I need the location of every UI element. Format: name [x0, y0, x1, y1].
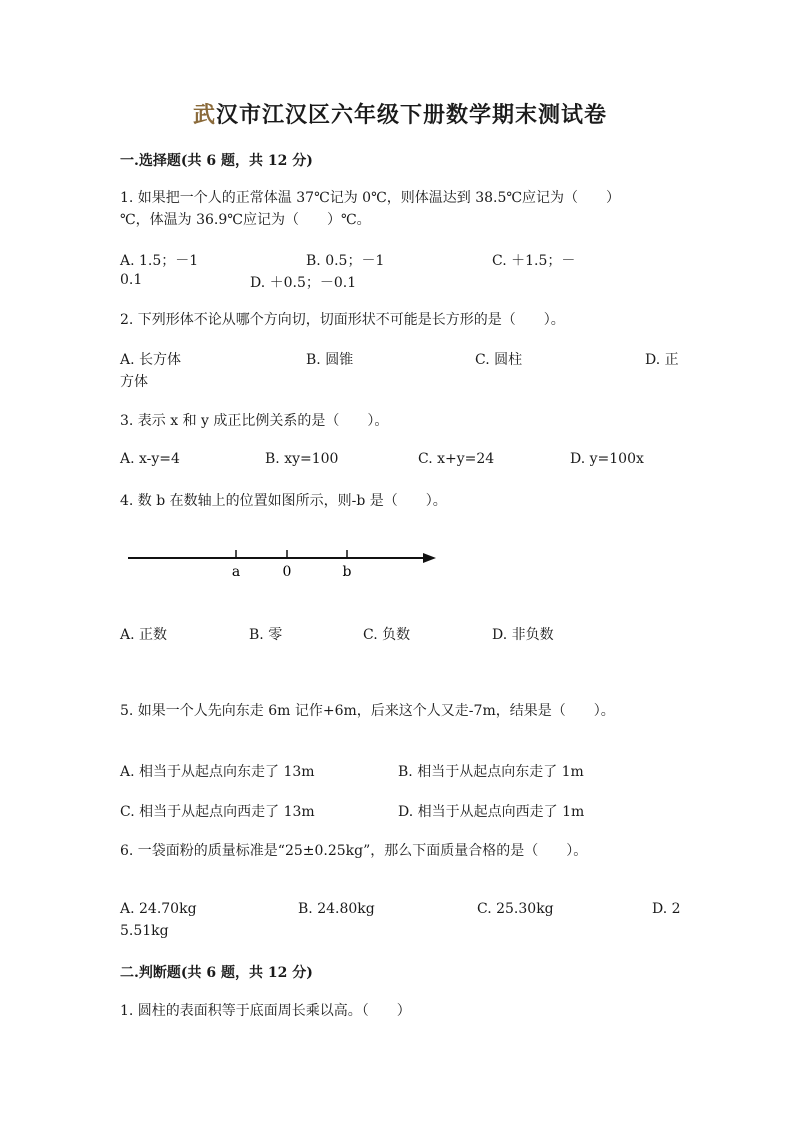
q2-option-b: B. 圆锥 [306, 352, 354, 368]
q4-text: 4. 数 b 在数轴上的位置如图所示，则-b 是（ ）。 [120, 493, 447, 509]
q5-text: 5. 如果一个人先向东走 6m 记作+6m，后来这个人又走-7m，结果是（ ）。 [120, 703, 615, 719]
page-title [0, 98, 800, 129]
q3-option-a: A. x-y=4 [120, 451, 180, 467]
q3-option-b: B. xy=100 [265, 451, 339, 467]
q6-option-a: A. 24.70kg [120, 901, 197, 917]
label-a: a [231, 564, 241, 580]
q2-option-d: D. 正 [645, 352, 679, 368]
q3-option-d: D. y=100x [570, 451, 644, 467]
q6-option-b: B. 24.80kg [298, 901, 375, 917]
q1-text-line1: 1. 如果把一个人的正常体温 37℃记为 0℃，则体温达到 38.5℃应记为（ ） [120, 190, 621, 206]
title-rest: 汉市江汉区六年级下册数学期末测试卷 [216, 102, 608, 128]
q3-option-c: C. x+y=24 [418, 451, 495, 467]
q4-option-d: D. 非负数 [492, 627, 554, 643]
number-line-figure [120, 540, 450, 585]
q4-option-a: A. 正数 [120, 627, 168, 643]
q5-option-d: D. 相当于从起点向西走了 1m [398, 804, 585, 820]
q1-option-b: B. 0.5；－1 [306, 253, 385, 269]
section-1-heading: 一.选择题(共 6 题，共 12 分) [120, 153, 313, 169]
q2-option-a: A. 长方体 [120, 352, 182, 368]
q6-text: 6. 一袋面粉的质量标准是“25±0.25kg”，那么下面质量合格的是（ ）。 [120, 843, 588, 859]
q4-option-c: C. 负数 [363, 627, 411, 643]
q4-option-b: B. 零 [249, 627, 283, 643]
judge-q1-text: 1. 圆柱的表面积等于底面周长乘以高。（ ） [120, 1003, 411, 1019]
section-2-heading: 二.判断题(共 6 题，共 12 分) [120, 965, 313, 981]
label-0: 0 [282, 564, 292, 580]
q1-option-c-cont: 0.1 [120, 272, 143, 288]
title-first-char: 武 [192, 102, 216, 128]
q2-text: 2. 下列形体不论从哪个方向切，切面形状不可能是长方形的是（ ）。 [120, 312, 565, 328]
q6-option-c: C. 25.30kg [477, 901, 554, 917]
q6-option-d: D. 2 [652, 901, 681, 917]
q6-option-d-cont: 5.51kg [120, 923, 169, 939]
q1-option-c: C. ＋1.5；－ [492, 253, 576, 269]
label-b: b [342, 564, 352, 580]
q5-option-b: B. 相当于从起点向东走了 1m [398, 764, 584, 780]
q1-option-a: A. 1.5；－1 [120, 253, 199, 269]
q5-option-a: A. 相当于从起点向东走了 13m [120, 764, 315, 780]
q3-text: 3. 表示 x 和 y 成正比例关系的是（ ）。 [120, 413, 389, 429]
q1-option-d: D. ＋0.5；－0.1 [250, 275, 357, 291]
number-line-arrow [423, 553, 436, 563]
q2-option-d-cont: 方体 [120, 374, 148, 390]
q5-option-c: C. 相当于从起点向西走了 13m [120, 804, 315, 820]
q2-option-c: C. 圆柱 [475, 352, 523, 368]
q1-text-line2: ℃，体温为 36.9℃应记为（ ）℃。 [120, 212, 371, 228]
